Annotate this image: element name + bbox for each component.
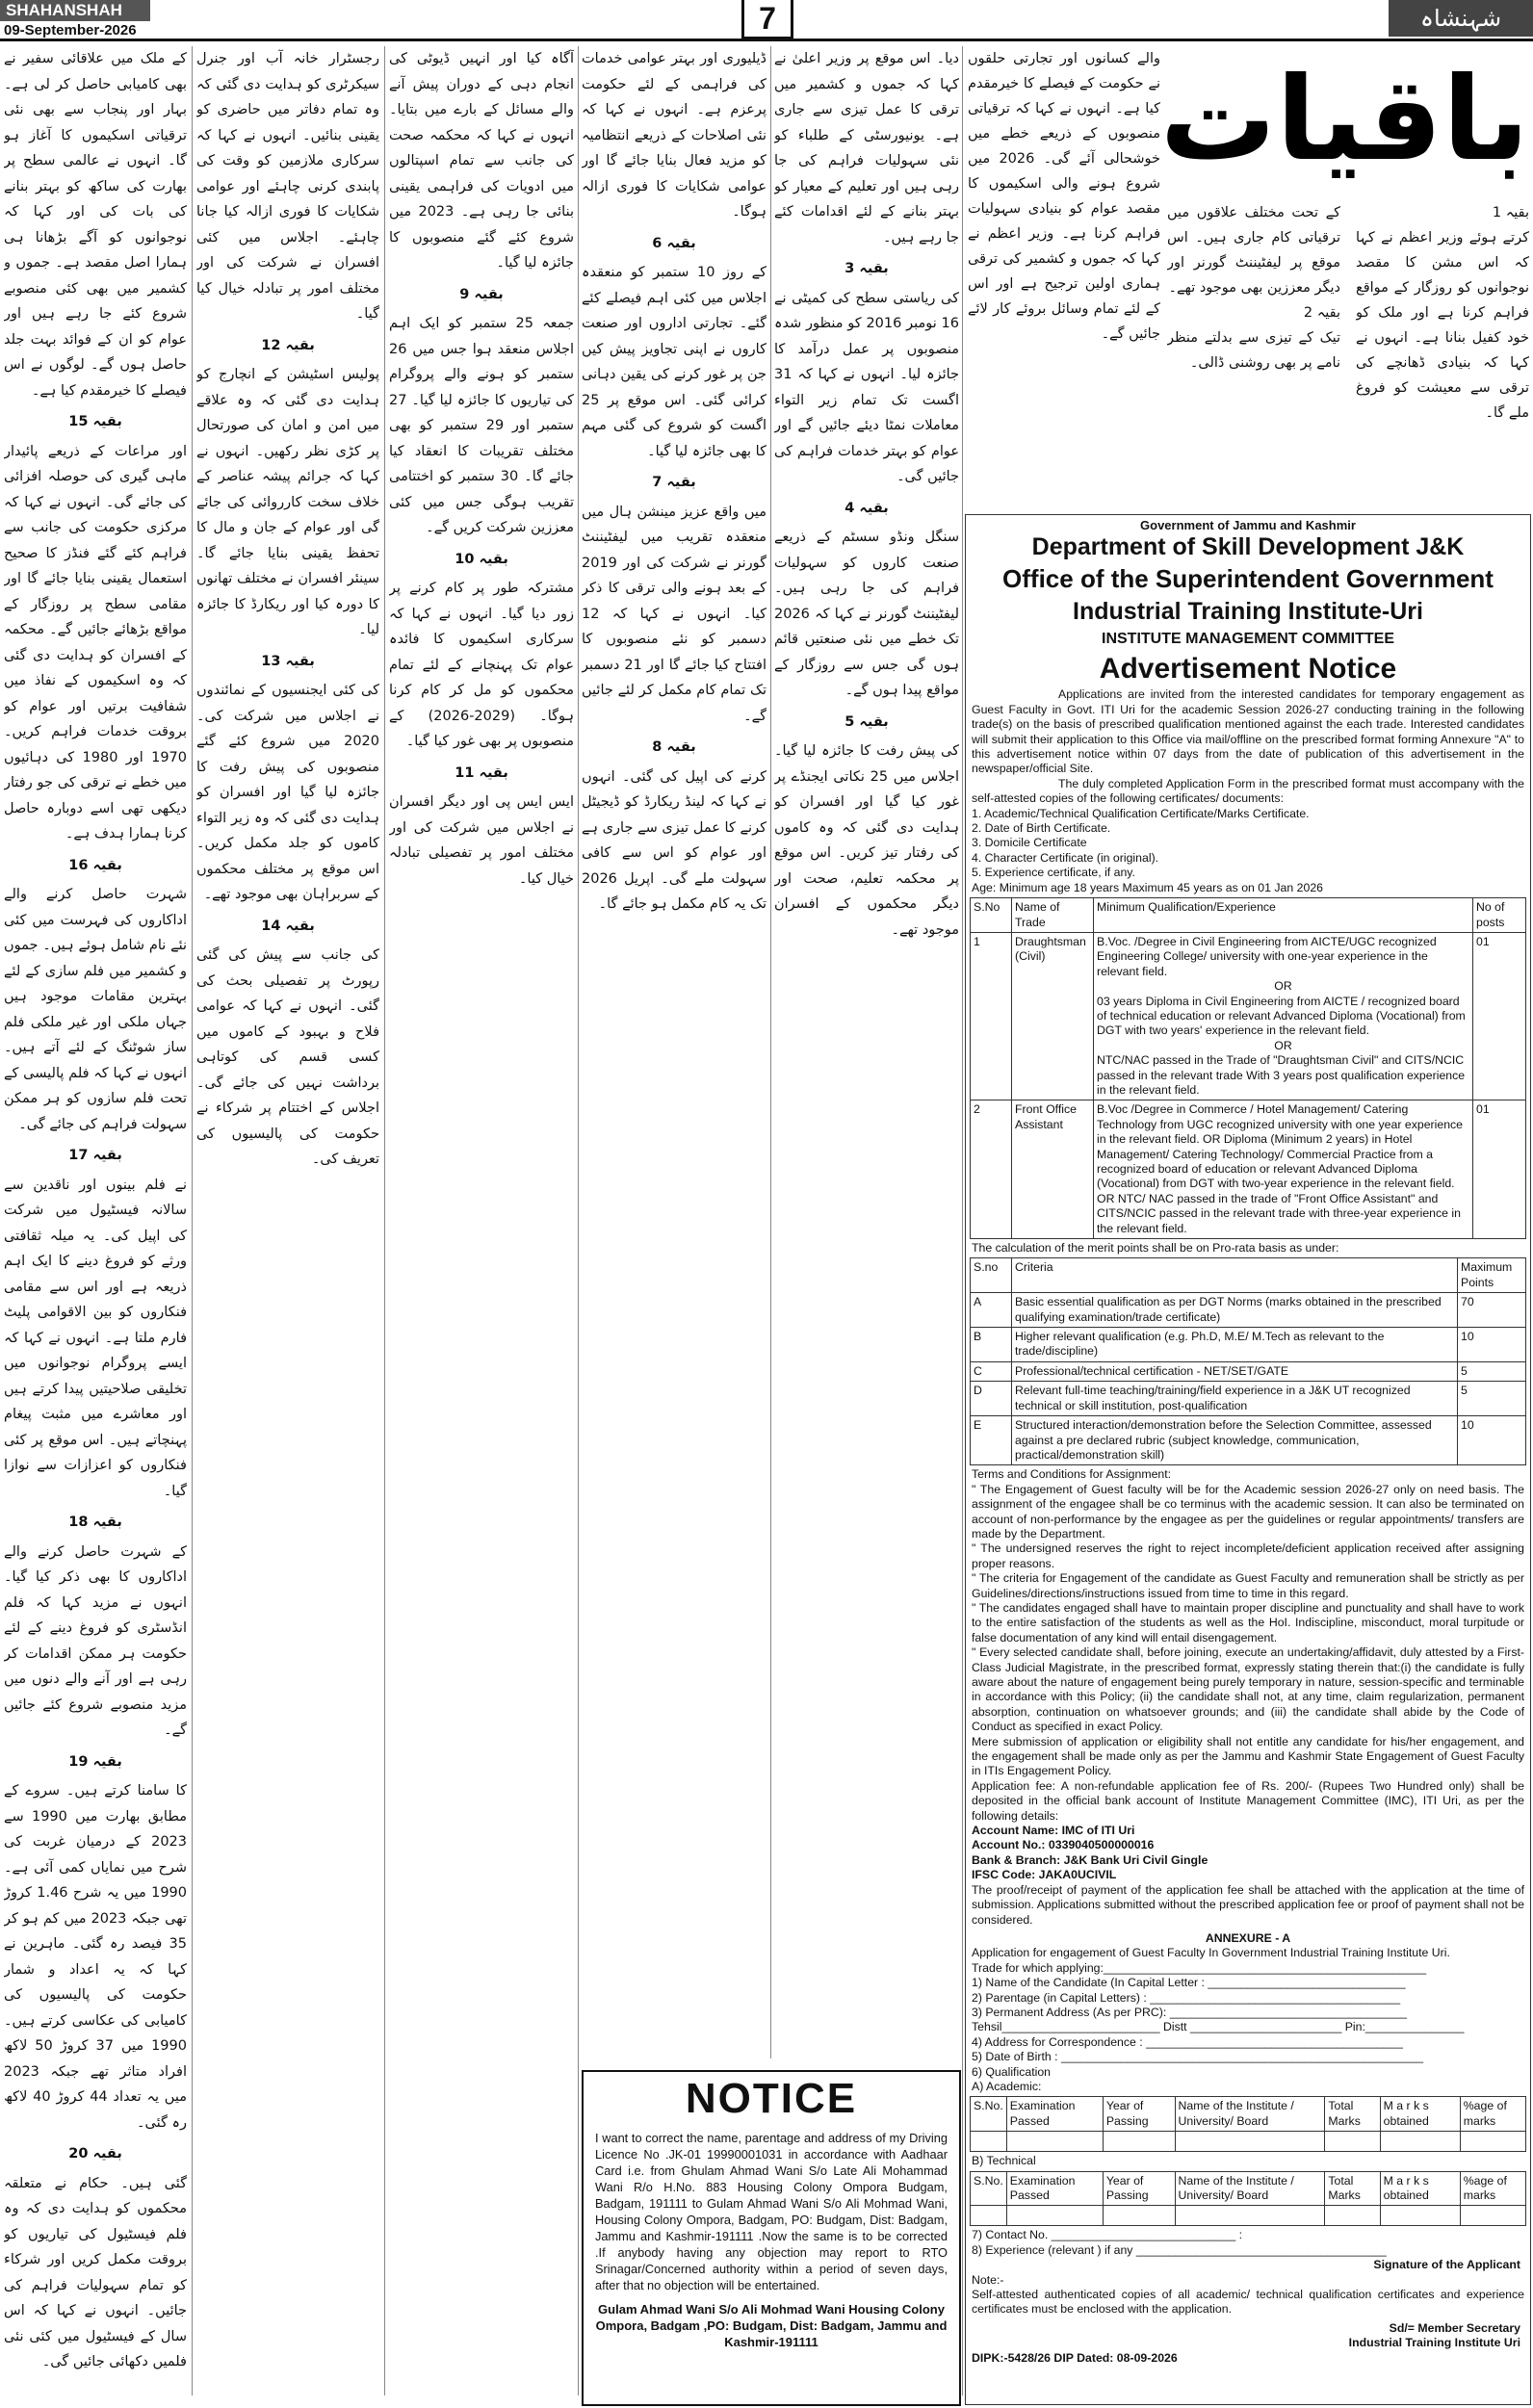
terms-title: Terms and Conditions for Assignment: (972, 1467, 1172, 1482)
qualification-option: NTC/NAC passed in the Trade of "Draughtsman Civil" and CITS/NCIC passed in the relevant trade With 3 years post qualification experience in the relevant field. (1097, 1053, 1466, 1097)
continuation-heading: بقیہ 16 (68, 857, 122, 873)
qualification-cell[interactable] (1006, 2206, 1103, 2226)
term-item: " The undersigned reserves the right to reject incomplete/deficient application received after assigning proper reasons. (972, 1541, 1524, 1570)
qualification-cell[interactable] (1380, 2132, 1460, 2152)
form-line: Tehsil________________________ Distt _______________________ Pin:_______________ (972, 2020, 1465, 2034)
table-row (971, 1361, 1526, 1381)
qualification-option: B.Voc. /Degree in Civil Engineering from AICTE/UGC recognized Engineering College/ university with one-year experience in the relevant field. (1097, 934, 1437, 978)
form-line: 6) Qualification (972, 2064, 1052, 2079)
member-secretary: Sd/= Member Secretary (1389, 2320, 1520, 2335)
continuation-heading: بقیہ 5 (844, 713, 889, 730)
trade-header-sno: S.No (971, 898, 1012, 933)
continuation-heading: بقیہ 7 (652, 475, 696, 490)
ad-committee: INSTITUTE MANAGEMENT COMMITTEE (1102, 631, 1394, 648)
technical-label: B) Technical (972, 2154, 1036, 2168)
ad-department: Department of Skill Development J&K (1031, 533, 1465, 561)
trade-posts: 01 (1473, 932, 1526, 1100)
trade-header-qualification: Minimum Qualification/Experience (1094, 898, 1473, 933)
document-item: 2. Date of Birth Certificate. (972, 821, 1111, 836)
masthead (0, 0, 1533, 41)
qualification-header: Name of the Institute / University/ Board (1175, 2171, 1325, 2206)
merit-points: 5 (1458, 1361, 1526, 1381)
merit-header-points: Maximum Points (1458, 1258, 1526, 1293)
document-item: 5. Experience certificate, if any. (972, 866, 1135, 880)
continuation-heading: بقیہ 15 (68, 414, 122, 429)
merit-sno: C (971, 1361, 1012, 1381)
or-separator: OR (1274, 1038, 1292, 1052)
qualification-cell[interactable] (1175, 2132, 1325, 2152)
issue-date: 09-September-2026 (4, 22, 137, 39)
qualification-cell[interactable] (1006, 2132, 1103, 2152)
continuation-heading: بقیہ 13 (261, 653, 315, 669)
note-title: Note:- (972, 2272, 1004, 2287)
continuation-heading: بقیہ 11 (455, 764, 508, 781)
term-item: " The criteria for Engagement of the candidate as Guest Faculty and remuneration shall be strictly as per Guidelines/directions/instructions issued from time to time in this regard. (972, 1571, 1524, 1600)
paragraph: رجسٹرار خانہ آب اور جنرل سیکرٹری کو ہدایت دی گئی کہ وہ تمام دفاتر میں حاضری کو یقینی بنائیں۔ انہوں نے کہا کہ سرکاری ملازمین کو وقت کی پابندی کرنی چاہئے اور عوامی شکایات کا فوری ازالہ کیا جانا چاہئے۔ اجلاس میں کئی افسران نے شرکت کی اور مختلف امور پر تبادلہ خیال کیا گیا۔ (196, 51, 379, 322)
urdu-column-1 (4, 46, 187, 2395)
ad-office: Office of the Superintendent Government (1002, 564, 1494, 594)
baqiyat-heading: باقیات (1159, 53, 1529, 187)
continuation-heading: بقیہ 4 (844, 500, 889, 516)
academic-table (970, 2096, 1526, 2152)
page-number: 7 (741, 0, 793, 39)
qualification-header: M a r k s obtained (1380, 2097, 1460, 2132)
newspaper-name-latin: SHAHANSHAH (0, 0, 150, 21)
form-line: 1) Name of the Candidate (In Capital Letter : ______________________________ (972, 1976, 1406, 1990)
continuation-heading: بقیہ 17 (68, 1148, 122, 1163)
merit-criteria: Basic essential qualification as per DGT Norms (marks obtained in the prescribed qualifying examination/trade certificate) (1012, 1293, 1458, 1328)
form-line: A) Academic: (972, 2079, 1042, 2093)
merit-sno: E (971, 1416, 1012, 1465)
term-item: " The Engagement of Guest faculty will be for the Academic session 2026-27 only on need basis. The assignment of the engagee shall be co terminus with the academic session. It can also be terminated on account of non-performance by the engagee as per the guidelines or regular appointments/ transfers are made by the Department. (972, 1482, 1524, 1541)
paragraph: مشترکہ طور پر کام کرنے پر زور دیا گیا۔ انہوں نے کہا کہ سرکاری اسکیموں کا فائدہ عوام تک پہنچانے کے لئے تمام محکموں کو مل کر کام کرنا ہوگا۔ (2029-2026) کے منصوبوں پر بھی غور کیا گیا۔ (389, 581, 574, 749)
paragraph: کا سامنا کرتے ہیں۔ سروے کے مطابق بھارت میں 1990 سے 2023 کے درمیان غربت کی شرح میں نمایاں کمی آئی ہے۔ 1990 میں یہ شرح 1.46 کروڑ تھی جبکہ 2023 میں کم ہو کر 35 فیصد رہ گئی۔ ماہرین نے کہا کہ یہ اعداد و شمار حکومت کی پالیسیوں کی کامیابی کی عکاسی کرتے ہیں۔ 1990 میں 37 کروڑ 50 لاکھ افراد متاثر تھے جبکہ 2023 میں یہ تعداد 44 کروڑ 40 لاکھ رہ گئی۔ (4, 1783, 187, 2131)
urdu-article-continuation: والے کسانوں اور تجارتی حلقوں نے حکومت کے فیصلے کا خیرمقدم کیا ہے۔ انہوں نے کہا کہ ترقیاتی منصوبوں کے ذریعے خطے میں خوشحالی آئے گی۔ 2026 میں شروع ہونے والی اسکیموں کا مقصد عوام کو بنیادی سہولیات فراہم کرنا ہے۔ وزیر اعظم نے کہا کہ جموں و کشمیر کی ترقی ہماری اولین ترجیح ہے اور اس کے لئے تمام وسائل بروئے کار لائے جائیں گے۔ (968, 51, 1160, 342)
continuation-heading: بقیہ 8 (652, 739, 696, 755)
continuation-heading: بقیہ 6 (652, 235, 696, 251)
form-line: 5) Date of Birth : _______________________________________________________ (972, 2050, 1424, 2064)
table-row (971, 932, 1526, 1100)
paragraph: کی ریاستی سطح کی کمیٹی نے 16 نومبر 2016 کو منظور شدہ منصوبوں پر عمل درآمد کا جائزہ لیا۔ انہوں نے کہا کہ 31 اگست تک تمام زیر التواء معاملات نمٹا دیئے جائیں گے اور عوام کو بہتر خدمات فراہم کی جائیں گی۔ (774, 290, 959, 484)
fee-note: The proof/receipt of payment of the application fee shall be attached with the application at the time of submission. Applications submitted without the prescribed application fee or proof of payment shall not be considered. (972, 1882, 1524, 1927)
paragraph: شہرت حاصل کرنے والے اداکاروں کی فہرست میں کئی نئے نام شامل ہوئے ہیں۔ جموں و کشمیر میں فلم سازی کے لئے بہترین مقامات موجود ہیں جہاں ملکی اور غیر ملکی فلم ساز شوٹنگ کے لئے آتے ہیں۔ انہوں نے کہا کہ فلم پالیسی کے تحت فلم سازوں کو ہر ممکن سہولت فراہم کی جائے گی۔ (4, 887, 187, 1132)
table-row[interactable] (971, 2132, 1526, 2152)
paragraph: ڈیلیوری اور بہتر عوامی خدمات کی فراہمی کے لئے حکومت پرعزم ہے۔ انہوں نے کہا کہ نئی اصلاحات کے ذریعے انتظامیہ کو مزید فعال بنایا جائے گا اور عوامی شکایات کا فوری ازالہ ہوگا۔ (582, 51, 766, 220)
note-text: Self-attested authenticated copies of all academic/ technical qualification certificates and experience certificates must be enclosed with the application. (972, 2288, 1524, 2317)
annexure-subtitle: Application for engagement of Guest Faculty In Government Industrial Training Institute Uri. (972, 1946, 1450, 1960)
trade-posts: 01 (1473, 1100, 1526, 1239)
ad-institute: Industrial Training Institute-Uri (1073, 598, 1423, 626)
paragraph: میں واقع عزیز مینشن ہال میں منعقدہ تقریب میں لیفٹیننٹ گورنر نے شرکت کی اور 2019 کے بعد ہونے والی ترقی کا ذکر کیا۔ انہوں نے کہا کہ 12 دسمبر کو نئے منصوبوں کا افتتاح کیا جائے گا اور 21 دسمبر تک تمام کام مکمل کر لئے جائیں گے۔ (582, 504, 766, 724)
paragraph: کی کئی ایجنسیوں کے نمائندوں نے اجلاس میں شرکت کی۔ 2020 میں شروع کئے گئے منصوبوں کی پیش رفت کا جائزہ لیا گیا اور افسران کو ہدایت دی گئی کہ وہ زیر التواء کاموں کو جلد مکمل کریں۔ اس موقع پر مختلف محکموں کے سربراہان بھی موجود تھے۔ (196, 683, 379, 902)
newspaper-name-urdu: شہنشاہ (1389, 0, 1533, 37)
qualification-header: Examination Passed (1006, 2097, 1103, 2132)
document-item: 3. Domicile Certificate (972, 836, 1087, 850)
merit-points: 70 (1458, 1293, 1526, 1328)
trade-name: Draughtsman (Civil) (1012, 932, 1094, 1100)
continuation-heading: بقیہ 20 (68, 2146, 122, 2162)
qualification-header: S.No. (971, 2097, 1007, 2132)
qualification-cell[interactable] (1460, 2132, 1525, 2152)
qualification-header: Total Marks (1325, 2171, 1380, 2206)
ad-age-limit: Age: Minimum age 18 years Maximum 45 years as on 01 Jan 2026 (972, 880, 1323, 894)
qualification-cell[interactable] (1460, 2206, 1525, 2226)
merit-criteria: Higher relevant qualification (e.g. Ph.D, M.E/ M.Tech as relevant to the trade/discipline) (1012, 1328, 1458, 1362)
merit-header-sno: S.no (971, 1258, 1012, 1293)
form-line: 3) Permanent Address (As per PRC): ____________________________________ (972, 2005, 1407, 2019)
paragraph: پولیس اسٹیشن کے انچارج کو ہدایت دی گئی کہ وہ علاقے میں امن و امان کی صورتحال پر کڑی نظر رکھیں۔ انہوں نے کہا کہ جرائم پیشہ عناصر کے خلاف سخت کارروائی کی جائے گی اور عوام کے جان و مال کا تحفظ یقینی بنایا جائے گا۔ سینئر افسران نے مختلف تھانوں کا دورہ کیا اور ریکارڈ کا جائزہ لیا۔ (196, 367, 379, 637)
urdu-column-5 (774, 46, 959, 2058)
form-line: Trade for which applying:_________________________________________________ (972, 1960, 1427, 1975)
account-number: Account No.: 0339040500000016 (972, 1838, 1155, 1852)
continuation-heading: بقیہ 10 (455, 551, 508, 567)
qualification-header: Total Marks (1325, 2097, 1380, 2132)
continuation-heading: بقیہ 19 (68, 1753, 122, 1770)
merit-sno: B (971, 1328, 1012, 1362)
applicant-signature: Signature of the Applicant (1373, 2258, 1520, 2272)
qualification-cell[interactable] (1103, 2206, 1175, 2226)
merit-points: 5 (1458, 1382, 1526, 1416)
paragraph: آگاہ کیا اور انہیں ڈیوٹی کی انجام دہی کے دوران پیش آنے والے مسائل کے بارے میں بتایا۔ انہوں نے کہا کہ محکمہ صحت کی جانب سے تمام اسپتالوں میں ادویات کی فراہمی یقینی بنائی جا رہی ہے۔ 2023 میں شروع کئے گئے منصوبوں کا جائزہ لیا گیا۔ (389, 51, 574, 271)
merit-table (970, 1257, 1526, 1465)
ad-government-line: Government of Jammu and Kashmir (1140, 518, 1356, 532)
qualification-cell[interactable] (1325, 2206, 1380, 2226)
qualification-header: %age of marks (1460, 2097, 1525, 2132)
document-item: 1. Academic/Technical Qualification Certificate/Marks Certificate. (972, 806, 1310, 820)
merit-criteria: Professional/technical certification - NET/SET/GATE (1012, 1361, 1458, 1381)
paragraph: ایس ایس پی اور دیگر افسران نے اجلاس میں شرکت کی اور مختلف امور پر تفصیلی تبادلہ خیال کیا۔ (389, 794, 574, 887)
experience-line: 8) Experience (relevant ) if any ______________________________________ (972, 2242, 1387, 2257)
notice-body: I want to correct the name, parentage and address of my Driving Licence No .JK-01 19990001031 in accordance with Aadhaar Card i.e. from Ghulam Ahmad Wani S/o Late Ali Mohammad Wani R/o H.No. 883 Housing Colony Ompora Budgam, Badgam, 191111 to Gulam Ahmad Wani S/o Ali Mohmad Wani, Housing Colony Ompora, Badgam, PO: Budgam, Dist: Badgam, Jammu and Kashmir-191111 .Now the same is to be corrected .If anybody having any objection may report to RTO Srinagar/Concerned authority within a period of seven days, after that no objection will be entertained. (595, 2131, 948, 2292)
technical-table (970, 2171, 1526, 2227)
term-item: Mere submission of application or eligibility shall not entitle any candidate for his/her engagement, and the engagement shall be made only as per the Jammu and Kashmir State Engagement of Guest Faculty in ITIs Engagement Policy. (972, 1734, 1524, 1778)
continuation-heading: بقیہ 12 (261, 337, 315, 353)
qualification-header: Year of Passing (1103, 2171, 1175, 2206)
baqiyat-lead-left: کے تحت مختلف علاقوں میں ترقیاتی کام جاری ہیں۔ اس موقع پر لیفٹیننٹ گورنر اور دیگر معززین بھی موجود تھے۔ بقیہ 2 تیک کے تیزی سے بدلتے منظر نامے پر بھی روشنی ڈالی۔ (1167, 205, 1340, 371)
qualification-cell[interactable] (1380, 2206, 1460, 2226)
merit-sno: A (971, 1293, 1012, 1328)
qualification-header: Year of Passing (1103, 2097, 1175, 2132)
notice-signature: Gulam Ahmad Wani S/o Ali Mohmad Wani Housing Colony Ompora, Badgam ,PO: Budgam, Dist: Badgam, Jammu and Kashmir-191111 (595, 2302, 948, 2349)
merit-points: 10 (1458, 1328, 1526, 1362)
contact-line: 7) Contact No. ____________________________ : (972, 2228, 1243, 2242)
paragraph: کی جانب سے پیش کی گئی رپورٹ پر تفصیلی بحث کی گئی۔ انہوں نے کہا کہ عوامی فلاح و بہبود کے کاموں میں کسی قسم کی کوتاہی برداشت نہیں کی جائے گی۔ اجلاس کے اختتام پر شرکاء نے حکومت کی پالیسیوں کی تعریف کی۔ (196, 947, 379, 1167)
institute-signature: Industrial Training Institute Uri (1348, 2336, 1520, 2350)
trade-sno: 2 (971, 1100, 1012, 1239)
merit-criteria: Relevant full-time teaching/training/field experience in a J&K UT recognized technical or skill institution, post-qualification (1012, 1382, 1458, 1416)
term-item: " The candidates engaged shall have to maintain proper discipline and punctuality and shall have to work to the entire satisfaction of the students as well as the HoI. Indiscipline, misconduct, moral turpitude or false documentation of any kind will entail disengagement. (972, 1600, 1524, 1644)
ad-title: Advertisement Notice (1099, 653, 1397, 686)
or-separator: OR (1274, 979, 1292, 994)
paragraph: جمعہ 25 ستمبر کو ایک اہم اجلاس منعقد ہوا جس میں 26 ستمبر کو ہونے والے پروگرام کی تیاریوں کا جائزہ لیا گیا۔ 27 ستمبر اور 29 ستمبر کو بھی مختلف تقریبات کا انعقاد کیا جائے گا۔ 30 ستمبر کو اختتامی تقریب ہوگی جس میں کئی معززین شرکت کریں گے۔ (389, 316, 574, 535)
table-row (971, 1293, 1526, 1328)
continuation-heading: بقیہ 14 (261, 918, 315, 934)
paragraph: کرنے کی اپیل کی گئی۔ انہوں نے کہا کہ لینڈ ریکارڈ کو ڈیجیٹل کرنے کا عمل تیزی سے جاری ہے اور عوام کو اس سے کافی سہولت ملے گی۔ اپریل 2026 تک یہ کام مکمل ہو جائے گا۔ (582, 768, 766, 912)
dipk-number: DIPK:-5428/26 DIP Dated: 08-09-2026 (972, 2350, 1178, 2365)
merit-criteria: Structured interaction/demonstration before the Selection Committee, assessed against a pre declared rubric (subject knowledge, communication, practical/demonstration skill) (1012, 1416, 1458, 1465)
ad-para-2: The duly completed Application Form in the prescribed format must accompany with the self-attested copies of the following certificates/ documents: (972, 776, 1524, 806)
qualification-cell[interactable] (971, 2206, 1007, 2226)
trade-qualification: B.Voc /Degree in Commerce / Hotel Management/ Catering Technology from UGC recognized university with one year experience in the relevant field. OR Diploma (Minimum 2 years) in Hotel Management/ Catering Technology/ Commercial Practice from a recognized board of education or relevant Advanced Diploma (Vocational) from DGT with two-year experience in the relevant field. OR NTC/ NAC passed in the trade of "Front Office Assistant" and CITS/NCIC passed in the relevant trade with three-year experience in the relevant field. (1094, 1100, 1473, 1239)
ifsc-code: IFSC Code: JAKA0UCIVIL (972, 1868, 1117, 1882)
table-row (971, 1382, 1526, 1416)
merit-header-criteria: Criteria (1012, 1258, 1458, 1293)
notice-title: NOTICE (685, 2075, 858, 2122)
baqiyat-lead (1167, 200, 1529, 508)
continuation-heading: بقیہ 3 (844, 261, 889, 276)
continuation-heading: بقیہ 9 (459, 286, 504, 302)
qualification-header: S.No. (971, 2171, 1007, 2206)
trade-name: Front Office Assistant (1012, 1100, 1094, 1239)
merit-intro: The calculation of the merit points shall be on Pro-rata basis as under: (972, 1241, 1339, 1256)
qualification-header: Name of the Institute / University/ Board (1175, 2097, 1325, 2132)
table-row (971, 1100, 1526, 1239)
terms-list (966, 1483, 1530, 1824)
urdu-column-4 (582, 46, 766, 2058)
paragraph: کے روز 10 ستمبر کو منعقدہ اجلاس میں کئی اہم فیصلے کئے گئے۔ تجارتی اداروں اور صنعت کاروں نے اپنی تجاویز پیش کیں جن پر غور کرنے کی یقین دہانی کرائی گئی۔ اس موقع پر 25 اگست کو شروع کی گئی مہم کا بھی جائزہ لیا گیا۔ (582, 265, 766, 459)
qualification-cell[interactable] (971, 2132, 1007, 2152)
table-row (971, 1328, 1526, 1362)
merit-sno: D (971, 1382, 1012, 1416)
paragraph: نے فلم بینوں اور ناقدین سے سالانہ فیسٹیول میں شرکت کی اپیل کی۔ یہ میلہ ثقافتی ورثے کو فروغ دینے کا ایک اہم ذریعہ ہے اور اس سے مقامی فنکاروں کو بین الاقوامی پلیٹ فارم ملتا ہے۔ انہوں نے کہا کہ ایسے پروگرام نوجوانوں میں تخلیقی صلاحیتیں پیدا کرتے ہیں اور معاشرے میں مثبت پیغام پہنچاتے ہیں۔ اس موقع پر کئی فنکاروں کو اعزازات سے نوازا گیا۔ (4, 1177, 187, 1499)
paragraph: دیا۔ اس موقع پر وزیر اعلیٰ نے کہا کہ جموں و کشمیر میں ترقی کا عمل تیزی سے جاری ہے۔ یونیورسٹی کے طلباء کو نئی سہولیات فراہم کی جا رہی ہیں اور تعلیم کے معیار کو بہتر بنانے کے لئے اقدامات کئے جا رہے ہیں۔ (774, 51, 959, 246)
qualification-cell[interactable] (1175, 2206, 1325, 2226)
form-line: 2) Parentage (in Capital Letters) : ______________________________________ (972, 1990, 1401, 2005)
qualification-cell[interactable] (1103, 2132, 1175, 2152)
bank-branch: Bank & Branch: J&K Bank Uri Civil Gingle (972, 1852, 1208, 1867)
account-name: Account Name: IMC of ITI Uri (972, 1824, 1135, 1838)
form-line: 4) Address for Correspondence : _______________________________________ (972, 2034, 1403, 2049)
term-item: Application fee: A non-refundable application fee of Rs. 200/- (Rupees Two Hundred only) shall be deposited in the official bank account of Institute Management Committee (IMC), ITI Uri, as per the following details: (972, 1778, 1524, 1823)
trade-table (970, 897, 1526, 1239)
advertisement-notice (965, 514, 1531, 2405)
qualification-header: Examination Passed (1006, 2171, 1103, 2206)
trade-header-posts: No of posts (1473, 898, 1526, 933)
table-row[interactable] (971, 2206, 1526, 2226)
paragraph: کے ملک میں علاقائی سفیر نے بھی کامیابی حاصل کر لی ہے۔ بہار اور پنجاب سے بھی نئی ترقیاتی اسکیموں کا آغاز ہو گا۔ انہوں نے عالمی سطح پر بھارت کی ساکھ کو بہتر بنانے کی بات کی اور کہا کہ نوجوانوں کو آگے بڑھانا ہی ہمارا اصل مقصد ہے۔ جموں و کشمیر میں بھی کئی منصوبے شروع کئے جا رہے ہیں اور عوام کو ان کے فوائد بہت جلد حاصل ہوں گے۔ لوگوں نے اس فیصلے کا خیرمقدم کیا ہے۔ (4, 51, 187, 399)
document-item: 4. Character Certificate (in original). (972, 850, 1159, 865)
paragraph: گئی ہیں۔ حکام نے متعلقہ محکموں کو ہدایت دی کہ وہ فلم فیسٹیول کی تیاریوں کو بروقت مکمل کریں اور شرکاء کو تمام سہولیات فراہم کی جائیں۔ انہوں نے کہا کہ اس سال کے فیسٹیول میں کئی نئی فلمیں دکھائی جائیں گی۔ (4, 2175, 187, 2369)
urdu-column-3 (389, 46, 574, 2395)
merit-points: 10 (1458, 1416, 1526, 1465)
trade-header-name: Name of Trade (1012, 898, 1094, 933)
trade-sno: 1 (971, 932, 1012, 1100)
application-form-lines (966, 1961, 1530, 2095)
ad-doc-list (966, 807, 1530, 881)
table-row (971, 1416, 1526, 1465)
urdu-column-2 (196, 46, 379, 2395)
trade-qualification (1094, 932, 1473, 1100)
qualification-header: M a r k s obtained (1380, 2171, 1460, 2206)
continuation-heading: بقیہ 18 (68, 1515, 122, 1530)
baqiyat-lead-right: بقیہ 1 کرتے ہوئے وزیر اعظم نے کہا کہ اس مشن کا مقصد نوجوانوں کو روزگار کے مواقع فراہم کرنا ہے اور ملک کو خود کفیل بنانا ہے۔ انہوں نے کہا کہ بنیادی ڈھانچے کی ترقی سے معیشت کو فروغ ملے گا۔ (1356, 205, 1529, 421)
paragraph: سنگل ونڈو سسٹم کے ذریعے صنعت کاروں کو سہولیات فراہم کی جا رہی ہیں۔ لیفٹیننٹ گورنر نے کہا کہ 2026 تک خطے میں نئی صنعتیں قائم ہوں گی جس سے روزگار کے مواقع پیدا ہوں گے۔ (774, 530, 959, 698)
qualification-cell[interactable] (1325, 2132, 1380, 2152)
annexure-title: ANNEXURE - A (1205, 1930, 1291, 1945)
paragraph: اور مراعات کے ذریعے پائیدار ماہی گیری کی حوصلہ افزائی کی جائے گی۔ انہوں نے کہا کہ مرکزی حکومت کی جانب سے فراہم کئے گئے فنڈز کا صحیح استعمال یقینی بنایا جائے گا اور مقامی سطح پر روزگار کے مواقع بڑھائے جائیں گے۔ محکمہ کے افسران کو ہدایت دی گئی کہ وہ اسکیموں کے نفاذ میں شفافیت برتیں اور عوام کو بروقت خدمات فراہم کریں۔ 1970 اور 1980 کی دہائیوں میں خطے نے ترقی کی جو رفتار دیکھی تھی اسے دوبارہ حاصل کرنا ہمارا ہدف ہے۔ (4, 443, 187, 842)
term-item: " Every selected candidate shall, before joining, execute an undertaking/affidavit, duly attested by a First-Class Judicial Magistrate, in the prescribed format, expressly stating therein that:(i) the candidate is fully aware about the nature of engagement being purely temporary in nature, session-specific and terminable in accordance with this Policy; (ii) the candidate shall not, at any time, claim regularization, permanent absorption, continuation on whatsoever grounds; and (iii) the candidate shall abide by the Code of Conduct as specified in exact Policy. (972, 1645, 1524, 1734)
qualification-option: 03 years Diploma in Civil Engineering from AICTE / recognized board of technical education or relevant Advanced Diploma (Vocational) from DGT with two years' experience in the relevant field. (1097, 994, 1466, 1038)
qualification-header: %age of marks (1460, 2171, 1525, 2206)
paragraph: کے شہرت حاصل کرنے والے اداکاروں کا بھی ذکر کیا گیا۔ انہوں نے مزید کہا کہ فلم انڈسٹری کو فروغ دینے کے لئے حکومت ہر ممکن اقدامات کر رہی ہے اور آنے والے دنوں میں مزید منصوبے شروع کئے جائیں گے۔ (4, 1543, 187, 1738)
paragraph: کی پیش رفت کا جائزہ لیا گیا۔ اجلاس میں 25 نکاتی ایجنڈے پر غور کیا گیا اور افسران کو ہدایت دی گئی کہ وہ کاموں کی رفتار تیز کریں۔ اس موقع پر محکمہ تعلیم، صحت اور دیگر محکموں کے افسران موجود تھے۔ (774, 743, 959, 938)
name-correction-notice (582, 2070, 961, 2406)
ad-para-1: Applications are invited from the interested candidates for temporary engagement as Guest Faculty in Govt. ITI Uri for the academic Session 2026-27 conducting training in the following trade(s) on the basis of prescribed qualification mentioned against the each trade. Interested candidates will submit their application to this Office via mail/offline on the prescribed format forming Annexure "A" to this advertisement notice within 07 days from the date of publication of this advertisement in the newspaper/official Site. (972, 687, 1524, 776)
